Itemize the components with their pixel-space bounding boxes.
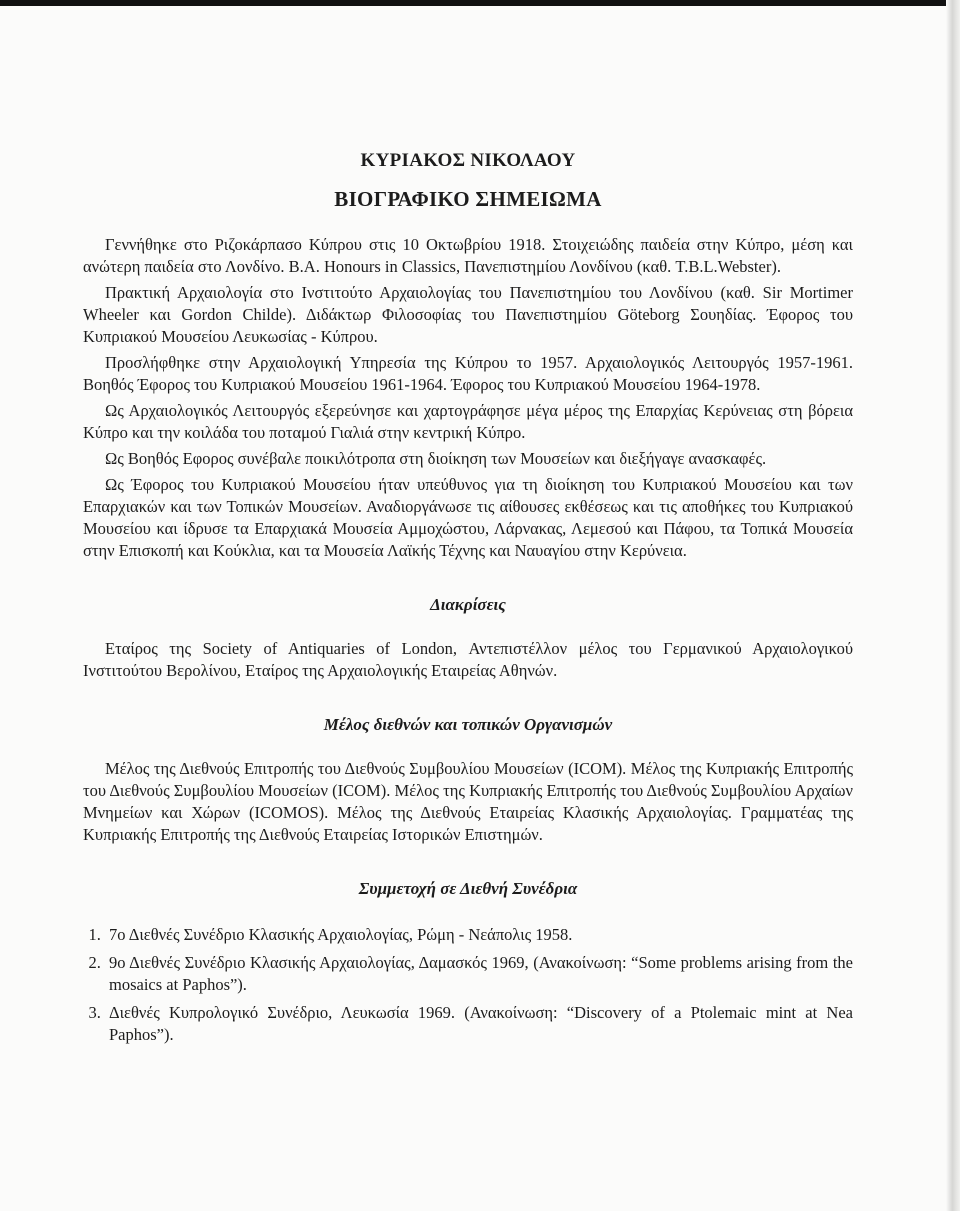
document-title: ΒΙΟΓΡΑΦΙΚΟ ΣΗΜΕΙΩΜΑ bbox=[334, 187, 602, 211]
bio-paragraph: Ως Έφορος του Κυπριακού Μουσείου ήταν υπεύθυνος για τη διοίκηση του Κυπριακού Μουσείου και των Επαρχιακών και των Τοπικών Μουσείων. Αναδιοργάνωσε τις αίθουσες εκθέσεως και τις αποθήκες του Κυπριακού Μουσείου και ίδρυσε τα Επαρχιακά Μουσεία Αμμοχώστου, Λάρνακας, Λεμεσού και Πάφου, τα Τοπικά Μουσεία στην Επισκοπή και Κούκλια, και τα Μουσεία Λαϊκής Τέχνης και Ναυαγίου στην Κερύνεια. bbox=[83, 475, 853, 560]
memberships-section bbox=[83, 714, 853, 846]
distinctions-section bbox=[83, 594, 853, 682]
bio-paragraph: Ως Βοηθός Εφορος συνέβαλε ποικιλότροπα στη διοίκηση των Μουσείων και διεξήγαγε ανασκαφές. bbox=[105, 449, 767, 468]
congress-item: 3. Διεθνές Κυπρολογικό Συνέδριο, Λευκωσία 1969. (Ανακοίνωση: “Discovery of a Ptolemaic mint at Nea Paphos”). bbox=[105, 1002, 853, 1046]
congresses-section bbox=[83, 878, 853, 1046]
bio-paragraph: Πρακτική Αρχαιολογία στο Ινστιτούτο Αρχαιολογίας του Πανεπιστημίου του Λονδίνου (καθ. Sir Mortimer Wheeler και Gordon Childe). Διδάκτωρ Φιλοσοφίας του Πανεπιστημίου Göteborg Σουηδίας. Έφορος του Κυπριακού Μουσείου Λευκωσίας - Κύπρου. bbox=[83, 283, 853, 346]
page-top-border bbox=[0, 0, 960, 6]
congress-item: 2. 9ο Διεθνές Συνέδριο Κλασικής Αρχαιολογίας, Δαμασκός 1969, (Ανακοίνωση: “Some problems arising from the mosaics at Paphos”). bbox=[105, 952, 853, 996]
memberships-heading: Μέλος διεθνών και τοπικών Οργανισμών bbox=[323, 715, 613, 734]
congress-list bbox=[83, 924, 853, 1046]
document-page bbox=[83, 150, 853, 1052]
page-right-edge bbox=[946, 0, 960, 1211]
distinctions-text: Εταίρος της Society of Antiquaries of London, Αντεπιστέλλον μέλος του Γερμανικού Αρχαιολογικού Ινστιτούτου Βερολίνου, Εταίρος της Αρχαιολογικής Εταιρείας Αθηνών. bbox=[83, 639, 853, 680]
biography-section bbox=[83, 234, 853, 562]
bio-paragraph: Γεννήθηκε στο Ριζοκάρπασο Κύπρου στις 10 Οκτωβρίου 1918. Στοιχειώδης παιδεία στην Κύπρο, μέση και ανώτερη παιδεία στο Λονδίνο. B.A. Honours in Classics, Πανεπιστημίου Λονδίνου (καθ. T.B.L.Webster). bbox=[83, 235, 853, 276]
author-name: ΚΥΡΙΑΚΟΣ ΝΙΚΟΛΑΟΥ bbox=[360, 150, 576, 171]
congresses-heading: Συμμετοχή σε Διεθνή Συνέδρια bbox=[358, 879, 578, 898]
bio-paragraph: Ως Αρχαιολογικός Λειτουργός εξερεύνησε και χαρτογράφησε μέγα μέρος της Επαρχίας Κερύνειας στη βόρεια Κύπρο και την κοιλάδα του ποταμού Γιαλιά στην κεντρική Κύπρο. bbox=[83, 401, 853, 442]
memberships-text: Μέλος της Διεθνούς Επιτροπής του Διεθνούς Συμβουλίου Μουσείων (ICOM). Μέλος της Κυπριακής Επιτροπής του Διεθνούς Συμβουλίου Μουσείων (ICOM). Μέλος της Κυπριακής Επιτροπής του Διεθνούς Συμβουλίου Αρχαίων Μνημείων και Χώρων (ICOMOS). Μέλος της Διεθνούς Εταιρείας Κλασικής Αρχαιολογίας. Γραμματέας της Κυπριακής Επιτροπής της Διεθνούς Εταιρείας Ιστορικών Επιστημών. bbox=[83, 759, 853, 844]
bio-paragraph: Προσλήφθηκε στην Αρχαιολογική Υπηρεσία της Κύπρου το 1957. Αρχαιολογικός Λειτουργός 1957-1961. Βοηθός Έφορος του Κυπριακού Μουσείου 1961-1964. Έφορος του Κυπριακού Μουσείου 1964-1978. bbox=[83, 353, 853, 394]
congress-item: 1. 7ο Διεθνές Συνέδριο Κλασικής Αρχαιολογίας, Ρώμη - Νεάπολις 1958. bbox=[105, 924, 853, 946]
distinctions-heading: Διακρίσεις bbox=[430, 595, 506, 614]
